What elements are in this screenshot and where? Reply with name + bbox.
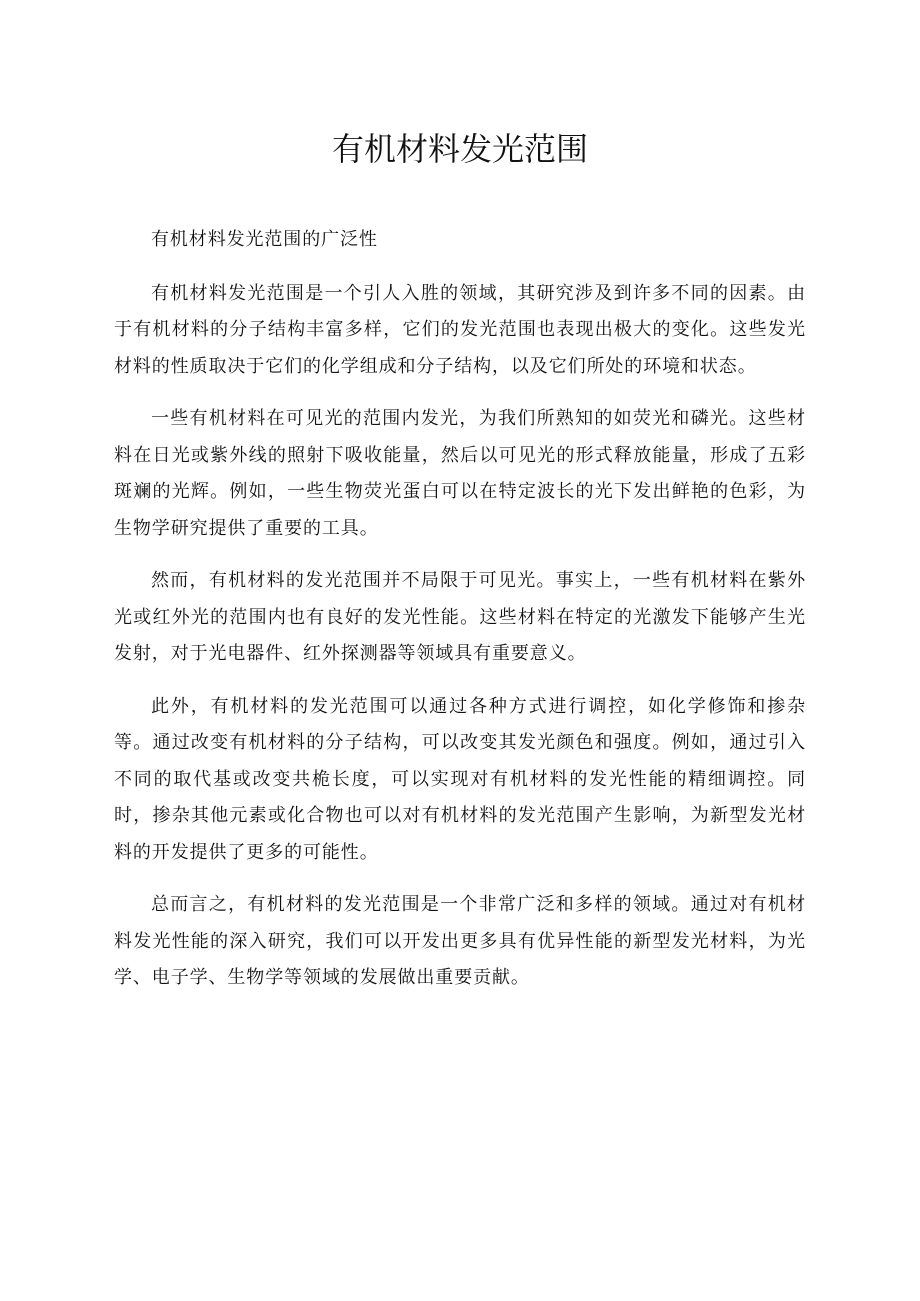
page-title: 有机材料发光范围 (331, 130, 588, 168)
section-subheading: 有机材料发光范围的广泛性 (151, 229, 378, 250)
paragraph-1: 有机材料发光范围是一个引人入胜的领域，其研究涉及到许多不同的因素。由于有机材料的分子结构丰富多样，它们的发光范围也表现出极大的变化。这些发光材料的性质取决于它们的化学组成和分子结构，以及它们所处的环境和状态。 (114, 282, 806, 377)
paragraph-3: 然而，有机材料的发光范围并不局限于可见光。事实上，一些有机材料在紫外光或红外光的范围内也有良好的发光性能。这些材料在特定的光激发下能够产生光发射，对于光电器件、红外探测器等领域具有重要意义。 (114, 570, 806, 664)
document-body (114, 222, 806, 1013)
paragraph-5: 总而言之，有机材料的发光范围是一个非常广泛和多样的领域。通过对有机材料发光性能的深入研究，我们可以开发出更多具有优异性能的新型发光材料，为光学、电子学、生物学等领域的发展做出重要贡献。 (114, 894, 806, 988)
paragraph-4: 此外，有机材料的发光范围可以通过各种方式进行调控，如化学修饰和掺杂等。通过改变有机材料的分子结构，可以改变其发光颜色和强度。例如，通过引入不同的取代基或改变共桅长度，可以实现对有机材料的发光性能的精细调控。同时，掺杂其他元素或化合物也可以对有机材料的发光范围产生影响，为新型发光材料的开发提供了更多的可能性。 (114, 695, 806, 863)
paragraph-2: 一些有机材料在可见光的范围内发光，为我们所熟知的如荧光和磷光。这些材料在日光或紫外线的照射下吸收能量，然后以可见光的形式释放能量，形成了五彩斑斓的光辉。例如，一些生物荧光蛋白可以在特定波长的光下发出鲜艳的色彩，为生物学研究提供了重要的工具。 (114, 408, 806, 539)
